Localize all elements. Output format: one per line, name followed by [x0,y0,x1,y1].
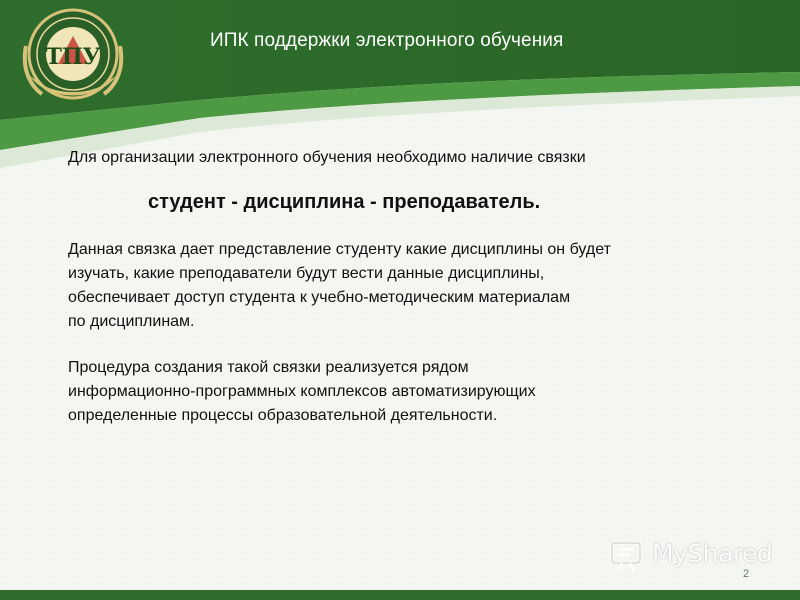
page-title: ИПК поддержки электронного обучения [210,30,564,51]
paragraph-procedure: Процедура создания такой связки реализуется рядом информационно-программных комплексов автоматизирующих определенные процессы образовательной деятельности. [68,359,536,424]
paragraph-description: Данная связка дает представление студенту какие дисциплины он будет изучать, какие преподаватели будут вести данные дисциплины, обеспечивает доступ студента к учебно-методическим материалам по дисциплинам. [68,241,611,330]
svg-text:ТПУ: ТПУ [45,44,101,70]
intro-text: Для организации электронного обучения необходимо наличие связки [68,149,586,166]
slide-content [68,146,748,450]
watermark-text: MyShared [652,539,773,568]
formula-text: студент - дисциплина - преподаватель. [148,191,541,213]
page-number: 2 [743,568,750,580]
watermark [608,535,783,575]
myshared-logo-icon [608,535,648,575]
university-crest-icon [18,6,128,110]
